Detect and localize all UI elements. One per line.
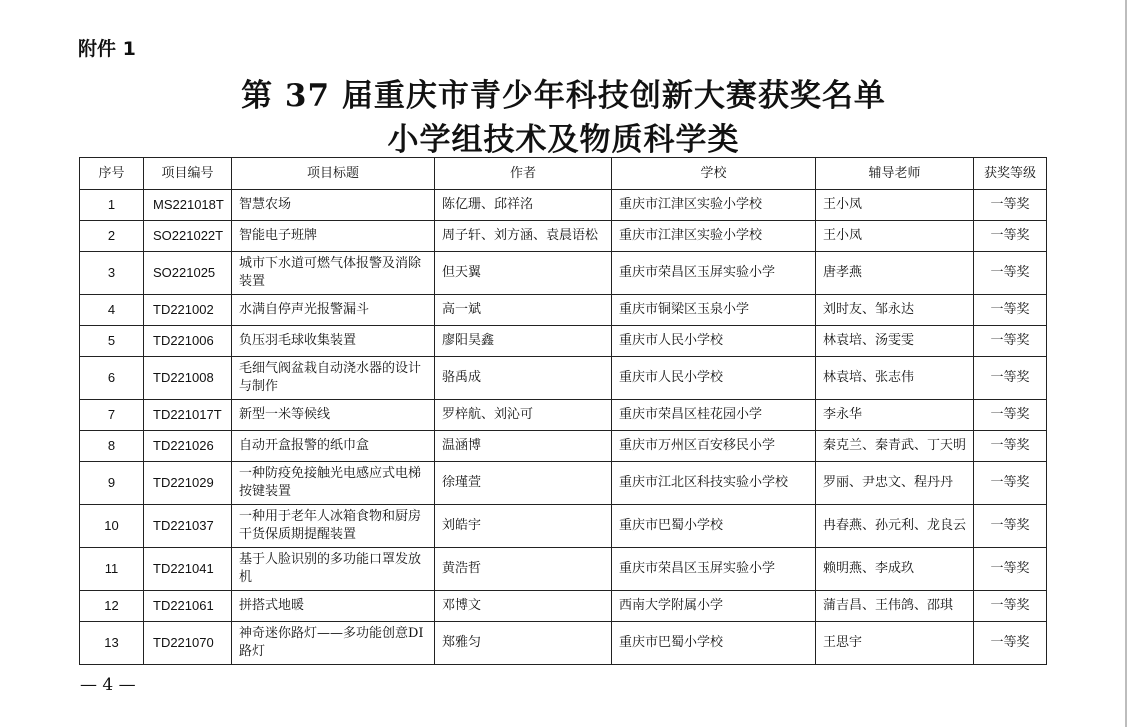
cell-code: TD221029	[144, 462, 232, 505]
cell-title: 负压羽毛球收集装置	[232, 326, 435, 357]
cell-teacher: 王小凤	[816, 221, 974, 252]
cell-no: 10	[80, 505, 144, 548]
cell-school: 重庆市巴蜀小学校	[612, 505, 816, 548]
table-row	[80, 462, 1047, 505]
cell-author: 郑雅匀	[435, 622, 612, 665]
cell-award: 一等奖	[974, 326, 1047, 357]
cell-author: 周子轩、刘方涵、袁晨语松	[435, 221, 612, 252]
cell-title: 自动开盒报警的纸巾盒	[232, 431, 435, 462]
cell-no: 5	[80, 326, 144, 357]
cell-teacher: 李永华	[816, 400, 974, 431]
cell-title: 神奇迷你路灯——多功能创意DI路灯	[232, 622, 435, 665]
cell-title: 新型一米等候线	[232, 400, 435, 431]
cell-award: 一等奖	[974, 357, 1047, 400]
cell-no: 4	[80, 295, 144, 326]
cell-code: TD221061	[144, 591, 232, 622]
cell-code: TD221008	[144, 357, 232, 400]
table-row	[80, 357, 1047, 400]
header-title: 项目标题	[232, 158, 435, 190]
table-body	[80, 190, 1047, 665]
cell-school: 重庆市江北区科技实验小学校	[612, 462, 816, 505]
cell-no: 2	[80, 221, 144, 252]
cell-school: 重庆市人民小学校	[612, 357, 816, 400]
cell-author: 陈亿珊、邱祥洺	[435, 190, 612, 221]
cell-award: 一等奖	[974, 190, 1047, 221]
cell-author: 邓博文	[435, 591, 612, 622]
cell-teacher: 唐孝燕	[816, 252, 974, 295]
table-header-row	[80, 158, 1047, 190]
cell-school: 西南大学附属小学	[612, 591, 816, 622]
table-row	[80, 326, 1047, 357]
cell-award: 一等奖	[974, 548, 1047, 591]
cell-no: 7	[80, 400, 144, 431]
cell-author: 黄浩哲	[435, 548, 612, 591]
cell-award: 一等奖	[974, 295, 1047, 326]
cell-no: 11	[80, 548, 144, 591]
cell-author: 但天翼	[435, 252, 612, 295]
cell-title: 城市下水道可燃气体报警及消除装置	[232, 252, 435, 295]
table-row	[80, 548, 1047, 591]
cell-school: 重庆市江津区实验小学校	[612, 190, 816, 221]
cell-author: 徐瑾萱	[435, 462, 612, 505]
cell-award: 一等奖	[974, 221, 1047, 252]
cell-teacher: 冉春燕、孙元利、龙良云	[816, 505, 974, 548]
cell-code: TD221017T	[144, 400, 232, 431]
cell-title: 毛细气阀盆栽自动浇水器的设计与制作	[232, 357, 435, 400]
table-row	[80, 431, 1047, 462]
cell-school: 重庆市荣昌区桂花园小学	[612, 400, 816, 431]
cell-school: 重庆市巴蜀小学校	[612, 622, 816, 665]
cell-no: 1	[80, 190, 144, 221]
cell-award: 一等奖	[974, 462, 1047, 505]
cell-teacher: 罗丽、尹忠文、程丹丹	[816, 462, 974, 505]
cell-teacher: 王思宇	[816, 622, 974, 665]
cell-teacher: 刘时友、邹永达	[816, 295, 974, 326]
cell-school: 重庆市荣昌区玉屏实验小学	[612, 548, 816, 591]
cell-no: 6	[80, 357, 144, 400]
cell-award: 一等奖	[974, 505, 1047, 548]
cell-author: 温涵博	[435, 431, 612, 462]
attachment-label: 附件 1	[78, 38, 136, 60]
cell-award: 一等奖	[974, 622, 1047, 665]
cell-no: 3	[80, 252, 144, 295]
header-no: 序号	[80, 158, 144, 190]
cell-school: 重庆市铜梁区玉泉小学	[612, 295, 816, 326]
table-row	[80, 221, 1047, 252]
page-number: — 4 —	[80, 675, 136, 695]
cell-award: 一等奖	[974, 252, 1047, 295]
cell-author: 罗梓航、刘沁可	[435, 400, 612, 431]
cell-author: 骆禹成	[435, 357, 612, 400]
cell-school: 重庆市万州区百安移民小学	[612, 431, 816, 462]
cell-title: 智慧农场	[232, 190, 435, 221]
header-teacher: 辅导老师	[816, 158, 974, 190]
cell-teacher: 蒲吉昌、王伟鸽、邵琪	[816, 591, 974, 622]
table-row	[80, 622, 1047, 665]
cell-title: 基于人脸识别的多功能口罩发放机	[232, 548, 435, 591]
cell-author: 刘皓宇	[435, 505, 612, 548]
table-row	[80, 295, 1047, 326]
cell-code: TD221002	[144, 295, 232, 326]
document-subtitle: 小学组技术及物质科学类	[387, 122, 740, 158]
header-award: 获奖等级	[974, 158, 1047, 190]
table-row	[80, 252, 1047, 295]
cell-award: 一等奖	[974, 431, 1047, 462]
cell-title: 水满自停声光报警漏斗	[232, 295, 435, 326]
cell-school: 重庆市人民小学校	[612, 326, 816, 357]
cell-code: TD221070	[144, 622, 232, 665]
cell-title: 一种防疫免接触光电感应式电梯按键装置	[232, 462, 435, 505]
cell-code: TD221041	[144, 548, 232, 591]
cell-title: 拼搭式地暖	[232, 591, 435, 622]
header-author: 作者	[435, 158, 612, 190]
cell-no: 12	[80, 591, 144, 622]
cell-teacher: 王小凤	[816, 190, 974, 221]
cell-no: 9	[80, 462, 144, 505]
cell-title: 一种用于老年人冰箱食物和厨房干货保质期提醒装置	[232, 505, 435, 548]
cell-code: TD221037	[144, 505, 232, 548]
cell-title: 智能电子班牌	[232, 221, 435, 252]
cell-award: 一等奖	[974, 591, 1047, 622]
cell-school: 重庆市荣昌区玉屏实验小学	[612, 252, 816, 295]
cell-code: SO221022T	[144, 221, 232, 252]
cell-code: SO221025	[144, 252, 232, 295]
table-row	[80, 591, 1047, 622]
document-title: 第 37 届重庆市青少年科技创新大赛获奖名单	[241, 78, 886, 114]
table-row	[80, 400, 1047, 431]
header-school: 学校	[612, 158, 816, 190]
cell-award: 一等奖	[974, 400, 1047, 431]
cell-teacher: 赖明燕、李成玖	[816, 548, 974, 591]
header-code: 项目编号	[144, 158, 232, 190]
cell-teacher: 林袁培、汤雯雯	[816, 326, 974, 357]
cell-code: TD221006	[144, 326, 232, 357]
cell-teacher: 林袁培、张志伟	[816, 357, 974, 400]
cell-school: 重庆市江津区实验小学校	[612, 221, 816, 252]
cell-author: 高一斌	[435, 295, 612, 326]
cell-teacher: 秦克兰、秦青武、丁天明	[816, 431, 974, 462]
cell-no: 8	[80, 431, 144, 462]
cell-no: 13	[80, 622, 144, 665]
table-row	[80, 505, 1047, 548]
cell-code: TD221026	[144, 431, 232, 462]
awards-table	[79, 157, 1047, 665]
cell-author: 廖阳昊鑫	[435, 326, 612, 357]
table-row	[80, 190, 1047, 221]
cell-code: MS221018T	[144, 190, 232, 221]
